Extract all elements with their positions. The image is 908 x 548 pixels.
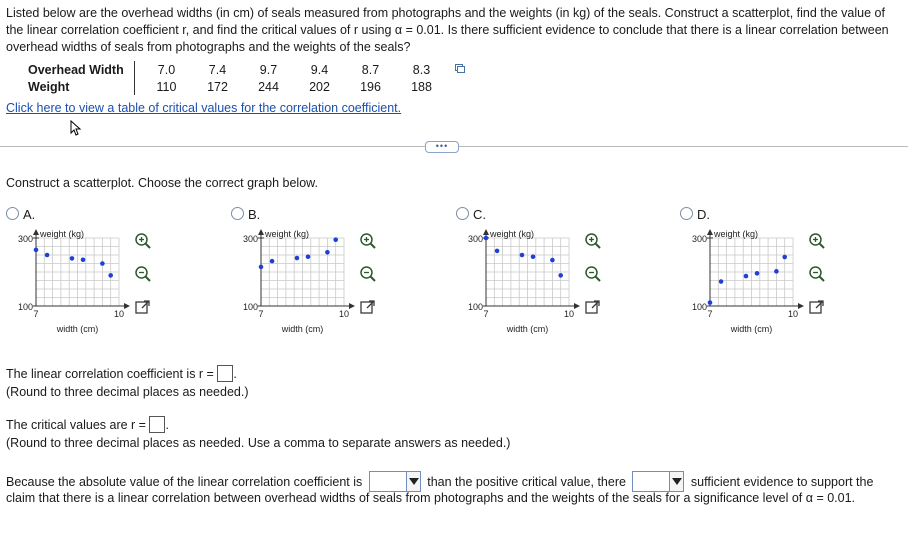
data-point [484,236,489,241]
radio-button[interactable] [456,207,469,220]
x-tick-label: 10 [563,309,575,319]
open-new-window-icon[interactable] [134,298,152,316]
data-point [306,254,311,259]
conclusion-line-1 [6,471,873,492]
expand-more-button[interactable]: ••• [425,141,459,153]
table-row [28,61,447,78]
table-cell: 202 [309,79,330,94]
table-cell: 172 [207,79,228,94]
option-c[interactable] [456,207,486,222]
option-label: D. [697,207,710,222]
zoom-out-icon[interactable] [134,265,152,283]
data-point [531,254,536,259]
correlation-label: The linear correlation coefficient is r = [6,367,214,381]
row-label-weight: Weight [28,79,70,94]
radio-button[interactable] [6,207,19,220]
data-point [108,273,113,278]
data-point [719,279,724,284]
y-tick-label: 300 [242,234,258,244]
data-point [333,237,338,242]
data-point [270,259,275,264]
evidence-dropdown[interactable] [632,471,684,492]
y-tick-label: 100 [691,302,707,312]
data-point [558,273,563,278]
conclusion-line-2: claim that there is a linear correlation between overhead widths of seals from photographs and the weights of the seals for a significance level of α = 0.01. [6,491,856,505]
table-cell: 7.0 [157,62,176,77]
table-cell: 244 [258,79,279,94]
conclusion-text-a: Because the absolute value of the linear correlation coefficient is [6,475,363,489]
option-d[interactable] [680,207,710,222]
scatterplot-d [680,228,820,338]
option-label: B. [248,207,261,222]
mouse-pointer-icon [70,120,84,136]
y-axis-label: weight (kg) [490,229,535,239]
data-point [70,256,75,261]
data-point [520,253,525,258]
data-point [295,256,300,261]
conclusion-text-c: sufficient evidence to support the [690,475,874,489]
scatterplot-a [6,228,146,338]
y-axis-label: weight (kg) [714,229,759,239]
zoom-in-icon[interactable] [808,232,826,250]
option-b[interactable] [231,207,260,222]
data-point [81,257,86,262]
table-cell: 196 [360,79,381,94]
table-cell: 110 [156,79,177,94]
scatterplot-b [231,228,371,338]
table-row [28,78,447,95]
table-cell: 8.3 [412,62,431,77]
correlation-input[interactable] [217,365,233,382]
data-point [325,250,330,255]
open-new-window-icon[interactable] [808,298,826,316]
critical-values-note: (Round to three decimal places as needed. Use a comma to separate answers as needed.) [6,436,511,450]
option-a[interactable] [6,207,35,222]
x-axis-label: width (cm) [506,324,549,334]
data-point [100,261,105,266]
data-point [755,271,760,276]
x-axis-label: width (cm) [730,324,773,334]
zoom-out-icon[interactable] [808,265,826,283]
y-tick-label: 300 [467,234,483,244]
x-tick-label: 10 [787,309,799,319]
zoom-in-icon[interactable] [584,232,602,250]
y-tick-label: 100 [242,302,258,312]
x-tick-label: 7 [483,309,489,319]
y-tick-label: 300 [17,234,33,244]
comparison-dropdown[interactable] [369,471,421,492]
conclusion-text-b: than the positive critical value, there [427,475,626,489]
table-cell: 9.4 [310,62,329,77]
table-cell: 7.4 [208,62,227,77]
x-tick-label: 7 [258,309,264,319]
data-point [782,255,787,260]
zoom-out-icon[interactable] [584,265,602,283]
correlation-prompt: The linear correlation coefficient is r = . [6,367,237,381]
x-axis-label: width (cm) [281,324,324,334]
data-point [550,258,555,263]
open-new-window-icon[interactable] [584,298,602,316]
copy-data-icon[interactable] [455,64,465,73]
x-tick-label: 7 [707,309,713,319]
data-point [744,274,749,279]
zoom-in-icon[interactable] [359,232,377,250]
zoom-out-icon[interactable] [359,265,377,283]
chevron-down-icon [669,472,683,491]
critical-values-prompt: The critical values are r = . [6,418,169,432]
critical-values-input[interactable] [149,416,165,433]
critical-values-label: The critical values are r = [6,418,146,432]
data-table [28,61,447,95]
y-tick-label: 100 [467,302,483,312]
critical-values-link[interactable]: Click here to view a table of critical values for the correlation coefficient. [6,101,402,115]
y-tick-label: 300 [691,234,707,244]
open-new-window-icon[interactable] [359,298,377,316]
question-text: Listed below are the overhead widths (in cm) of seals measured from photographs and the weights (in kg) of the seals. Construct a scatterplot, find the value of the linear correlation coefficient r, and find the critical values of r using α = 0.01. Is there sufficient evidence to conclude that there is a linear correlation between overhead widths of seals from photographs and the weights of the seals? [6,6,889,54]
row-label-width: Overhead Width [28,62,124,77]
chevron-down-icon [406,472,420,491]
table-cell: 9.7 [259,62,278,77]
x-tick-label: 10 [113,309,125,319]
data-point [774,269,779,274]
x-axis-label: width (cm) [56,324,99,334]
y-tick-label: 100 [17,302,33,312]
y-axis-label: weight (kg) [265,229,310,239]
radio-button[interactable] [231,207,244,220]
data-point [495,249,500,254]
table-cell: 188 [411,79,432,94]
zoom-in-icon[interactable] [134,232,152,250]
option-label: A. [23,207,36,222]
scatterplot-instruction: Construct a scatterplot. Choose the correct graph below. [6,176,318,190]
data-point [45,253,50,258]
data-point [708,300,713,305]
y-axis-label: weight (kg) [40,229,85,239]
correlation-note: (Round to three decimal places as needed.) [6,385,249,399]
data-point [259,265,264,270]
x-tick-label: 10 [338,309,350,319]
x-tick-label: 7 [33,309,39,319]
option-label: C. [473,207,486,222]
data-point [34,248,39,253]
radio-button[interactable] [680,207,693,220]
table-cell: 8.7 [361,62,380,77]
scatterplot-c [456,228,596,338]
